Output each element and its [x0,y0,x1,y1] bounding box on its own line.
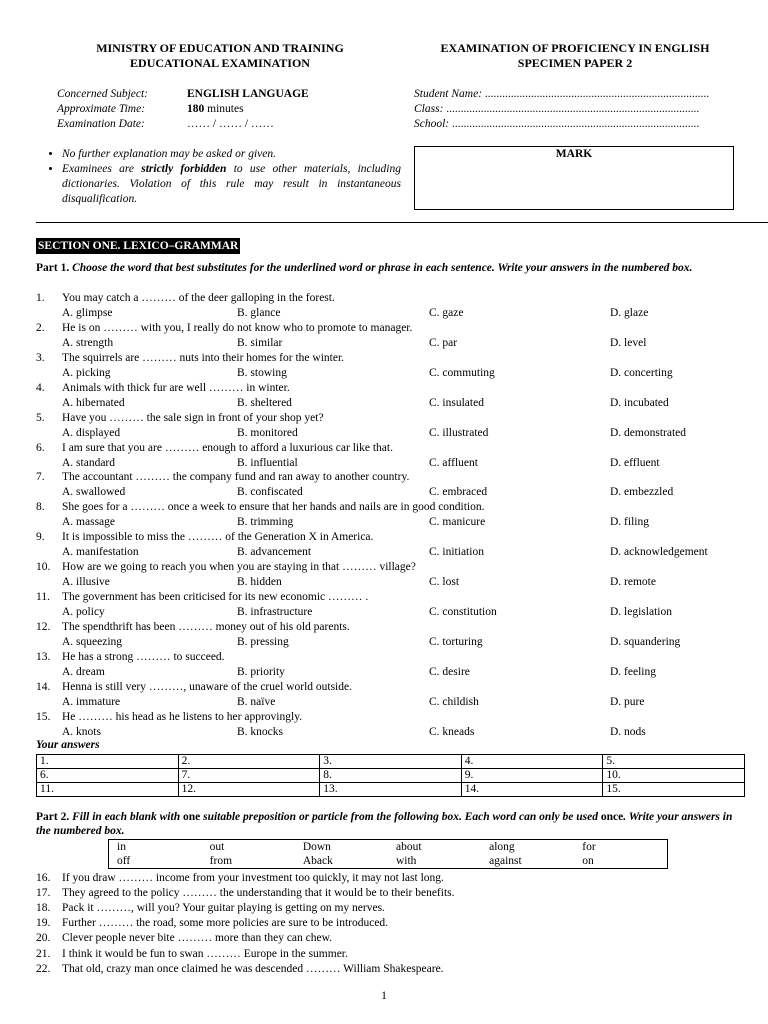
part2-instruction [36,810,740,838]
question-number: 15. [36,710,51,723]
ministry-header [60,41,380,71]
question-number: 17. [36,887,51,900]
answer-cell[interactable]: 5. [603,755,745,769]
question-text: The government has been criticised for its new economic ……… . [62,591,369,603]
option-a[interactable]: A. squeezing [62,635,123,648]
option-b[interactable]: B. stowing [237,366,287,379]
class-label: Class: [414,103,444,115]
date-label: Examination Date: [57,118,145,130]
question-row [36,680,756,694]
answer-cell[interactable]: 9. [461,769,603,783]
option-c[interactable]: C. affluent [429,456,478,469]
word-cell: Aback [302,855,333,867]
option-d[interactable]: D. glaze [610,307,649,319]
question-text: The accountant ……… the company fund and ran away to another country. [62,471,410,484]
question-number: 14. [36,680,51,693]
question-row [36,886,756,900]
divider [36,222,768,223]
option-c[interactable]: C. torturing [429,635,483,648]
question-text: He ……… his head as he listens to her approvingly. [62,710,303,723]
time-row [57,102,244,116]
answer-row [37,769,745,783]
option-d[interactable]: D. embezzled [610,486,674,499]
question-row [36,901,756,915]
answer-cell[interactable]: 8. [320,769,462,783]
question-row [36,411,756,425]
question-number: 5. [36,411,45,424]
question-row [36,962,756,976]
question-text: I am sure that you are ……… enough to afford a luxurious car like that. [62,441,393,454]
school-row[interactable] [414,117,699,131]
question-number: 8. [36,501,45,514]
answer-row [37,783,745,797]
question-row [36,470,756,484]
question-row [36,650,756,664]
question-text: That old, crazy man once claimed he was descended ……… William Shakespeare. [62,962,444,975]
option-d[interactable]: D. demonstrated [610,426,687,439]
option-b[interactable]: B. influential [237,456,298,469]
question-number: 1. [36,292,45,304]
answer-row [37,755,745,769]
exam-rules [36,147,401,207]
question-row [36,381,756,395]
word-cell: on [582,855,594,867]
question-row [36,351,756,365]
question-number: 2. [36,321,45,334]
date-row [57,117,274,131]
question-row [36,931,756,945]
answer-cell[interactable]: 15. [603,783,745,797]
student-name-row[interactable] [414,87,709,101]
question-text: Clever people never bite ……… more than they can chew. [62,932,333,945]
option-b[interactable]: B. confiscated [237,486,303,499]
option-c[interactable]: C. par [429,336,458,349]
rule-2-post: to use other materials, including dictionaries. Violation of this rule may result in instantaneous disqualification. [62,163,402,205]
option-c[interactable]: C. lost [429,576,460,589]
option-a[interactable]: A. dream [62,665,105,678]
option-d[interactable]: D. acknowledgement [610,546,708,559]
question-text: You may catch a ……… of the deer galloping in the forest. [62,292,335,304]
option-c[interactable]: C. initiation [429,546,484,559]
question-number: 3. [36,351,45,364]
part2-ins2: suitable preposition or particle from the following box. Each word can only be used [200,811,601,823]
question-number: 10. [36,561,51,574]
option-c[interactable]: C. insulated [429,396,484,409]
word-cell: with [395,855,417,867]
option-d[interactable]: D. incubated [610,396,669,409]
question-number: 11. [36,591,50,603]
ministry-line1: MINISTRY OF EDUCATION AND TRAINING [96,41,344,55]
answer-cell[interactable]: 4. [461,755,603,769]
option-b[interactable]: B. glance [237,307,281,319]
question-number: 18. [36,902,51,915]
question-text: Pack it ………, will you? Your guitar playing is getting on my nerves. [62,902,385,915]
option-a[interactable]: A. illusive [62,576,110,589]
class-field[interactable]: ........................................................................................ [443,103,700,115]
question-number: 20. [36,932,51,945]
word-cell: for [582,841,596,853]
option-d[interactable]: D. squandering [610,635,681,648]
answer-cell[interactable]: 2. [178,755,320,769]
option-c[interactable]: C. illustrated [429,426,489,439]
option-c[interactable]: C. manicure [429,516,486,529]
question-row [36,710,756,724]
word-cell: in [117,841,126,853]
rule-1: • No further explanation may be asked or given. [62,147,401,162]
option-a[interactable]: A. policy [62,606,105,618]
option-d[interactable]: D. legislation [610,606,672,618]
time-value-num: 180 [187,103,205,115]
word-cell: out [209,841,225,853]
part1-label: Part 1. [36,262,70,274]
option-a[interactable]: A. immature [62,695,121,708]
option-a[interactable]: A. massage [62,516,116,529]
option-b[interactable]: B. advancement [237,546,312,559]
answer-cell[interactable]: 12. [178,783,320,797]
part2-ins3: . Write your answers in the numbered box. [36,811,733,837]
question-number: 6. [36,441,45,454]
option-a[interactable]: A. picking [62,366,111,379]
question-row [36,590,756,604]
word-cell: about [395,841,422,853]
option-b[interactable]: B. knocks [237,725,283,738]
question-number: 16. [36,872,51,884]
section-title: SECTION ONE. LEXICO–GRAMMAR [38,240,239,252]
option-b[interactable]: B. sheltered [237,396,292,409]
option-b[interactable]: B. infrastructure [237,606,313,618]
question-text: She goes for a ……… once a week to ensure that her hands and nails are in good condition. [62,501,485,514]
answer-cell[interactable]: 1. [37,755,179,769]
part1-text: Choose the word that best substitutes for the underlined word or phrase in each sentence. Write your answers in the numbered box. [69,262,693,274]
time-value-unit: minutes [204,103,244,115]
question-number: 13. [36,650,51,663]
option-b[interactable]: B. monitored [237,426,298,439]
question-text: It is impossible to miss the ……… of the Generation X in America. [62,531,374,544]
date-value: …… / …… / …… [187,118,274,130]
word-cell: against [489,855,522,867]
question-text: The squirrels are ……… nuts into their homes for the winter. [62,351,345,364]
ministry-line2: EDUCATIONAL EXAMINATION [130,56,310,70]
answer-cell[interactable]: 11. [37,783,179,797]
question-row [36,947,756,961]
option-b[interactable]: B. similar [237,336,283,349]
option-d[interactable]: D. effluent [610,456,660,469]
option-a[interactable]: A. displayed [62,426,121,439]
mark-box[interactable] [414,146,734,210]
student-name-field[interactable]: .............................................................................. [482,88,710,100]
question-row [36,530,756,544]
question-text: If you draw ……… income from your investment too quickly, it may not last long. [62,872,444,884]
option-d[interactable]: D. level [610,336,647,349]
question-text: Henna is still very ………, unaware of the cruel world outside. [62,680,352,693]
part2-label: Part 2. [36,811,70,823]
answer-cell[interactable]: 7. [178,769,320,783]
option-b[interactable]: B. priority [237,665,285,678]
rule-2 [62,162,401,207]
question-row [36,441,756,455]
option-a[interactable]: A. strength [62,336,114,349]
answer-cell[interactable]: 13. [320,783,462,797]
answer-cell[interactable]: 10. [603,769,745,783]
rule-2-pre: Examinees are [62,163,142,175]
exam-header [410,41,740,71]
question-row [36,500,756,514]
answer-cell[interactable]: 3. [320,755,462,769]
your-answers-label: Your answers [36,739,100,751]
subject-label: Concerned Subject: [57,88,149,100]
question-text: He is on ……… with you, I really do not know who to promote to manager. [62,321,413,334]
question-text: Have you ……… the sale sign in front of your shop yet? [62,411,324,424]
part2-ins1: Fill in each blank with [69,811,183,823]
option-c[interactable]: C. gaze [429,307,464,319]
answer-cell[interactable]: 6. [37,769,179,783]
question-text: Animals with thick fur are well ……… in winter. [62,381,290,394]
question-number: 4. [36,381,45,394]
option-a[interactable]: A. swallowed [62,486,126,499]
class-row[interactable] [414,102,699,116]
part2-once: once [600,811,624,823]
paper-title: SPECIMEN PAPER 2 [517,56,633,70]
question-row [36,620,756,634]
school-field[interactable]: ...................................................................................... [449,118,700,130]
option-c[interactable]: C. constitution [429,606,497,618]
question-number: 19. [36,917,51,930]
word-cell: off [117,855,131,867]
option-b[interactable]: B. pressing [237,635,289,648]
question-row [36,291,756,305]
option-d[interactable]: D. filing [610,516,649,529]
option-c[interactable]: C. embraced [429,486,488,499]
word-row [109,840,668,855]
word-box [108,839,668,869]
question-text: He has a strong ……… to succeed. [62,650,225,663]
answer-cell[interactable]: 14. [461,783,603,797]
option-b[interactable]: B. naïve [237,695,276,708]
option-c[interactable]: C. childish [429,695,479,708]
part2-one: one [182,811,201,823]
student-name-label: Student Name: [414,88,483,100]
option-c[interactable]: C. kneads [429,725,475,738]
question-number: 22. [36,962,51,975]
page-number: 1 [381,990,387,1002]
question-number: 12. [36,620,51,633]
question-text: The spendthrift has been ……… money out of his old parents. [62,620,350,633]
question-text: I think it would be fun to swan ……… Europe in the summer. [62,947,348,960]
subject-value: ENGLISH LANGUAGE [187,88,309,100]
mark-label: MARK [555,148,593,160]
option-d[interactable]: D. nods [610,725,646,738]
option-a[interactable]: A. knots [62,725,101,738]
question-number: 9. [36,531,45,544]
question-number: 21. [36,947,51,960]
option-d[interactable]: D. feeling [610,665,656,678]
question-row [36,871,756,885]
question-text: How are we going to reach you when you are staying in that ……… village? [62,561,416,574]
school-label: School: [414,118,450,130]
option-d[interactable]: D. concerting [610,366,673,379]
answer-grid [36,754,745,797]
time-label: Approximate Time: [57,103,146,115]
question-text: They agreed to the policy ……… the understanding that it would be to their benefits. [62,887,455,900]
part1-instruction [36,261,740,275]
word-row [109,854,668,869]
word-cell: from [209,855,233,867]
question-row [36,321,756,335]
option-a[interactable]: A. manifestation [62,546,139,559]
option-a[interactable]: A. hibernated [62,396,125,409]
option-a[interactable]: A. standard [62,456,116,469]
question-number: 7. [36,471,45,484]
option-d[interactable]: D. pure [610,695,645,708]
option-a[interactable]: A. glimpse [62,307,113,319]
subject-row [57,87,309,101]
question-text: Further ……… the road, some more policies are sure to be introduced. [62,917,389,930]
rule-2-bold: strictly forbidden [141,163,227,175]
word-cell: along [489,841,515,853]
word-cell: Down [302,841,331,853]
exam-title: EXAMINATION OF PROFICIENCY IN ENGLISH [440,41,710,55]
question-row [36,560,756,574]
option-b[interactable]: B. trimming [237,516,294,529]
option-c[interactable]: C. commuting [429,366,495,379]
option-d[interactable]: D. remote [610,576,656,589]
option-c[interactable]: C. desire [429,665,470,678]
question-row [36,916,756,930]
option-b[interactable]: B. hidden [237,576,282,589]
